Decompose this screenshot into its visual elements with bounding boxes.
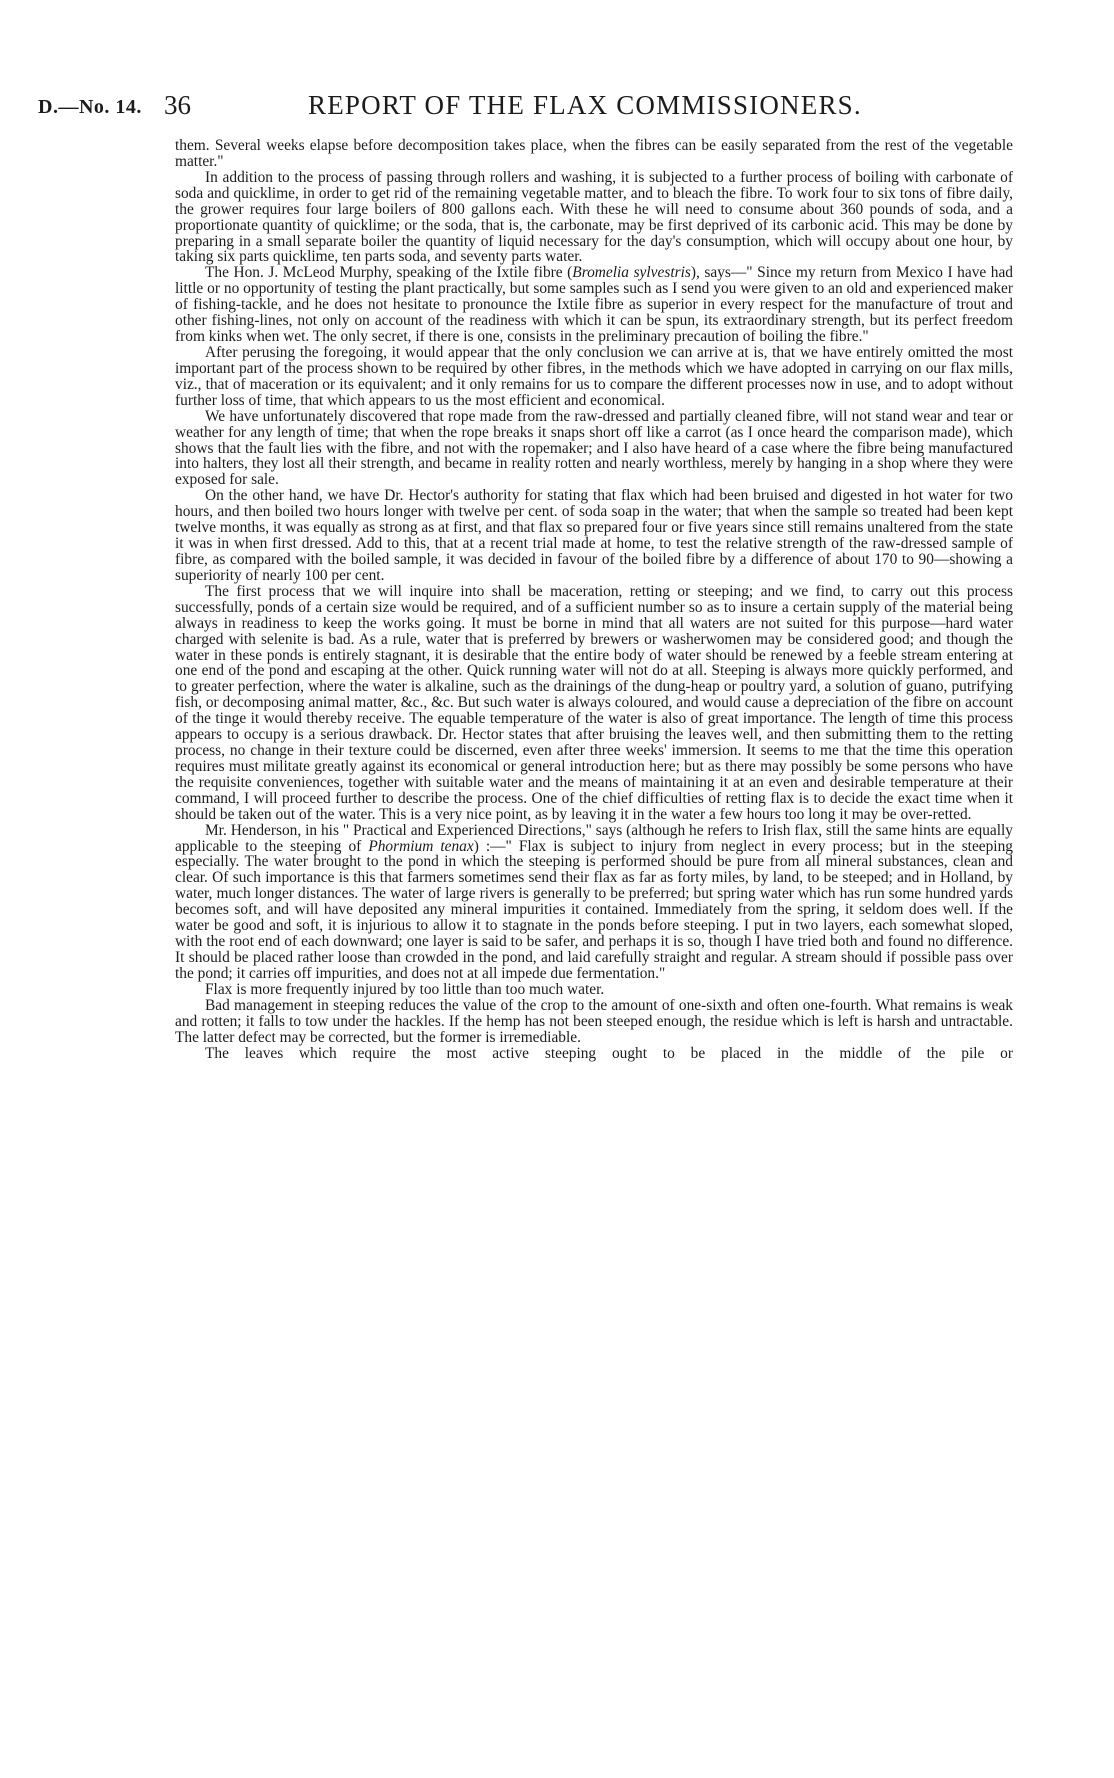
paragraph-1: them. Several weeks elapse before decomposition takes place, when the fibres can be easily separated from the rest of the vegetable matter." [175,137,1013,170]
document-reference: D.—No. 14. [38,96,142,118]
paragraph-8-text-start: Mr. Henderson, in his " Practical and Experienced Directions," says (although he refers to Irish flax, still the same hints are equally applicable to the steeping of [175,821,1013,855]
paragraph-7: The first process that we will inquire into shall be maceration, retting or steeping; and we find, to carry out this process successfully, ponds of a certain size would be required, and of a sufficient number so as to insure a certain supply of the material being always in readiness to keep the works going. It must be borne in mind that all waters are not suited for this purpose—hard water charged with selenite is bad. As a rule, water that is preferred by brewers or washerwomen may be considered good; and though the water in these ponds is entirely stagnant, it is desirable that the entire body of water should be renewed by a feeble stream entering at one end of the pond and escaping at the other. Quick running water will not do at all. Steeping is always more quickly performed, and to greater perfection, where the water is alkaline, such as the drainings of the dung-heap or poultry yard, a solution of guano, putrifying fish, or decomposing animal matter, &c., &c. But such water is always coloured, and would cause a depreciation of the fibre on account of the tinge it would thereby receive. The equable temperature of the water is also of great importance. The length of time this process appears to occupy is a serious drawback. Dr. Hector states that after bruising the leaves well, and then submitting them to the retting process, no change in their texture could be discerned, even after three weeks' immersion. It seems to me that the time this operation requires must militate greatly against its economical or general introduction here; but as there may possibly be some persons who have the requisite conveniences, together with suitable water and the means of maintaining it at an even and desirable temperature at their command, I will proceed further to describe the process. One of the chief difficulties of retting flax is to decide the exact time when it should be taken out of the water. This is a very nice point, as by leaving it in the water a few hours too long it may be over-retted. [175,582,1013,823]
species-name-bromelia: Bromelia sylvestris [572,264,691,282]
page-number: 36 [164,90,191,120]
paragraph-9: Flax is more frequently injured by too little than too much water. [205,980,605,998]
paragraph-2: In addition to the process of passing through rollers and washing, it is subjected to a further process of boiling with carbonate of soda and quicklime, in order to get rid of the remaining vegetable matter, and to bleach the fibre. To work four to six tons of fibre daily, the grower requires four large boilers of 800 gallons each. With these he will need to consume about 360 pounds of soda, and a proportionate quantity of quicklime; or the soda, that is, the carbonate, may be first deprived of its carbonic acid. This may be done by preparing in a small separate boiler the quantity of liquid necessary for the day's consumption, which will occupy about one hour, by taking six parts quicklime, ten parts soda, and seventy parts water. [175,168,1013,266]
species-name-phormium: Phormium tenax [368,837,474,855]
page-header [38,86,1048,126]
paragraph-4: After perusing the foregoing, it would appear that the only conclusion we can arrive at is, that we have entirely omitted the most important part of the process shown to be required by other fibres, in the methods which we have adopted in carrying on our flax mills, viz., that of maceration or its equivalent; and it only remains for us to compare the different processes now in use, and to adopt without further loss of time, that which appears to us the most efficient and economical. [175,343,1013,409]
paragraph-3-text-start: The Hon. J. McLeod Murphy, speaking of the Ixtile fibre ( [205,264,573,282]
paragraph-3-text-end: ), says—" Since my return from Mexico I have had little or no opportunity of testing the plant practically, but some samples such as I send you were given to an old and experienced maker of fishing-tackle, and he does not hesitate to pronounce the Ixtile fibre as superior in every respect for the manufacture of trout and other fishing-lines, not only on account of the readiness with which it can be spun, its extraordinary strength, but its perfect freedom from kinks when wet. The only secret, if there is one, consists in the preliminary precaution of boiling the fibre." [175,264,1013,346]
running-title: REPORT OF THE FLAX COMMISSIONERS. [308,90,862,120]
paragraph-8-text-end: ) :—" Flax is subject to injury from neglect in every process; but in the steeping especially. The water brought to the pond in which the steeping is performed should be pure from all mineral substances, clean and clear. Of such importance is this that farmers sometimes send their flax as far as forty miles, by land, to be steeped; and in Holland, by water, much longer distances. The water of large rivers is generally to be preferred; but spring water which has run some hundred yards becomes soft, and will have deposited any mineral impurities it contained. Immediately from the spring, it seldom does well. If the water be good and soft, it is injurious to allow it to stagnate in the ponds before steeping. I put in two layers, each somewhat sloped, with the root end of each downward; one layer is said to be safer, and perhaps it is so, though I have tried both and found no difference. It should be placed rather loose than crowded in the pond, and laid carefully straight and regular. A stream should if possible pass over the pond; it carries off impurities, and does not at all impede due fermentation." [175,837,1013,982]
paragraph-3 [175,265,1013,345]
paragraph-8 [175,823,1013,982]
body-text [175,138,1013,1061]
paragraph-5: We have unfortunately discovered that rope made from the raw-dressed and partially cleaned fibre, will not stand wear and tear or weather for any length of time; that when the rope breaks it snaps short off like a carrot (as I once heard the comparison made), which shows that the fault lies with the fibre, and not with the ropemaker; and I also have heard of a case where the fibre being manufactured into halters, they lost all their strength, and became in reality rotten and nearly worthless, merely by hanging in a shop where they were exposed for sale. [175,407,1013,489]
paragraph-6: On the other hand, we have Dr. Hector's authority for stating that flax which had been bruised and digested in hot water for two hours, and then boiled two hours longer with twelve per cent. of soda soap in the water; that when the sample so treated had been kept twelve months, it was equally as strong as at first, and that flax so prepared four or five years since still remains unaltered from the state it was in when first dressed. Add to this, that at a recent trial made at home, to test the relative strength of the raw-dressed sample of fibre, as compared with the boiled sample, it was decided in favour of the boiled fibre by a difference of about 170 to 90—showing a superiority of nearly 100 per cent. [175,487,1013,584]
paragraph-10: Bad management in steeping reduces the value of the crop to the amount of one-sixth and often one-fourth. What remains is weak and rotten; it falls to tow under the hackles. If the hemp has not been steeped enough, the residue which is left is harsh and untractable. The latter defect may be corrected, but the former is irremediable. [175,996,1013,1046]
paragraph-11: The leaves which require the most active steeping ought to be placed in the middle of the pile or [205,1044,1013,1062]
